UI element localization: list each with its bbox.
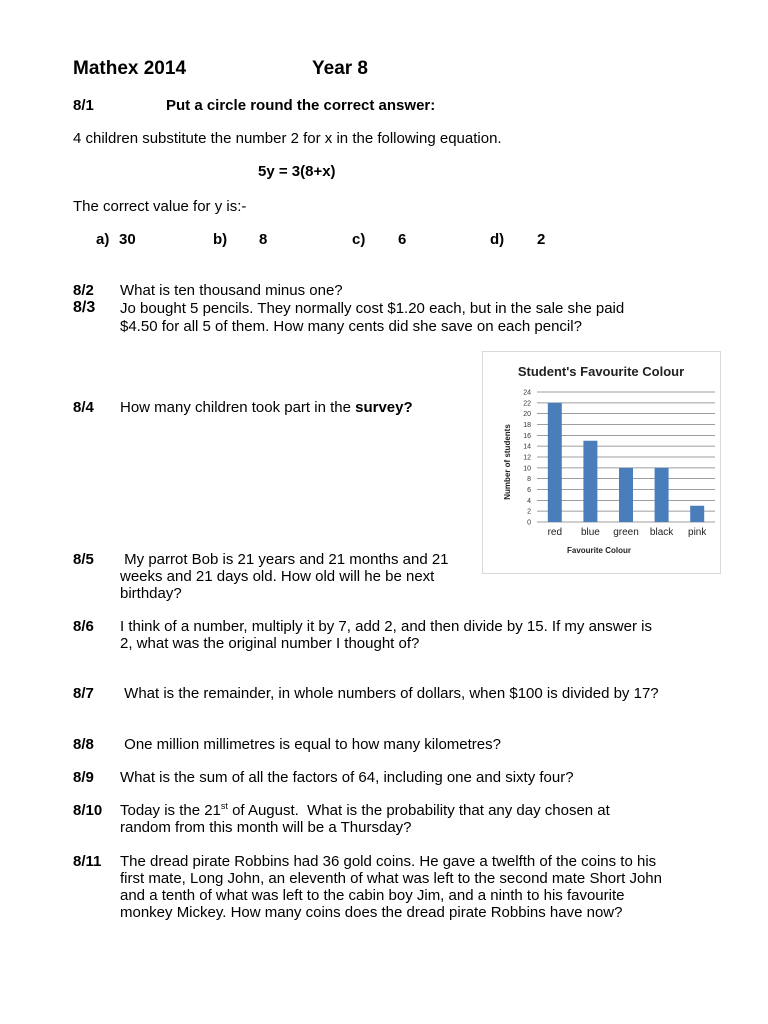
option-d-letter: d) bbox=[490, 231, 505, 248]
q11-line-2: first mate, Long John, an eleventh of what was left to the second mate Short John bbox=[120, 870, 662, 887]
option-a-letter: a) bbox=[96, 231, 110, 248]
q6-line-2: 2, what was the original number I thought of? bbox=[120, 635, 420, 652]
question-number-8-6: 8/6 bbox=[73, 618, 94, 635]
chart-x-tick-label: blue bbox=[580, 527, 600, 538]
chart-y-tick-label: 14 bbox=[523, 443, 531, 451]
chart-bar-red bbox=[548, 403, 562, 522]
question-number-8-10: 8/10 bbox=[73, 802, 103, 819]
document-title: Mathex 2014 bbox=[73, 58, 187, 79]
chart-y-tick-label: 12 bbox=[523, 454, 531, 462]
question-number-8-7: 8/7 bbox=[73, 685, 94, 702]
q4-text-plain: How many children took part in the bbox=[120, 399, 356, 416]
question-number-8-8: 8/8 bbox=[73, 736, 94, 753]
favourite-colour-chart bbox=[482, 351, 721, 574]
chart-bar-green bbox=[619, 468, 633, 522]
q3-line-2: $4.50 for all 5 of them. How many cents did she save on each pencil? bbox=[120, 318, 582, 335]
q7-text: What is the remainder, in whole numbers of dollars, when $100 is divided by 17? bbox=[120, 685, 659, 702]
chart-x-tick-label: green bbox=[613, 527, 639, 538]
q1-text: 4 children substitute the number 2 for x in the following equation. bbox=[73, 130, 502, 147]
question-number-8-3: 8/3 bbox=[73, 299, 96, 316]
chart-y-tick-label: 20 bbox=[523, 411, 531, 419]
chart-x-tick-label: black bbox=[649, 527, 674, 538]
chart-y-tick-label: 16 bbox=[523, 432, 531, 440]
q10-line-1-post: of August. What is the probability that any day chosen at bbox=[227, 802, 610, 819]
q6-line-1: I think of a number, multiply it by 7, add 2, and then divide by 15. If my answer is bbox=[120, 618, 652, 635]
q5-line-3: birthday? bbox=[120, 585, 182, 602]
chart-bar-pink bbox=[690, 506, 704, 522]
chart-y-tick-label: 0 bbox=[527, 519, 531, 527]
q5-line-2: weeks and 21 days old. How old will he be next bbox=[120, 568, 435, 585]
option-a-value[interactable]: 30 bbox=[119, 231, 136, 248]
chart-bar-black bbox=[655, 468, 669, 522]
chart-y-tick-label: 10 bbox=[523, 465, 531, 473]
q10-line-2: random from this month will be a Thursday? bbox=[120, 819, 412, 836]
chart-y-tick-label: 22 bbox=[523, 400, 531, 408]
q2-text: What is ten thousand minus one? bbox=[120, 282, 343, 299]
chart-y-tick-label: 6 bbox=[527, 487, 531, 494]
q10-line-1-pre: Today is the 21 bbox=[120, 802, 221, 819]
chart-y-ticks bbox=[523, 390, 531, 527]
q4-text bbox=[120, 399, 413, 416]
chart-y-tick-label: 2 bbox=[527, 508, 531, 516]
chart-x-axis-label: Favourite Colour bbox=[566, 546, 632, 555]
option-c-value[interactable]: 6 bbox=[398, 231, 407, 248]
question-number-8-5: 8/5 bbox=[73, 551, 94, 568]
question-number-8-2: 8/2 bbox=[73, 282, 94, 299]
question-number-8-4: 8/4 bbox=[73, 399, 94, 416]
q9-text: What is the sum of all the factors of 64, including one and sixty four? bbox=[120, 769, 574, 786]
chart-y-tick-label: 8 bbox=[527, 476, 531, 484]
q10-line-1 bbox=[120, 802, 610, 819]
q4-text-bold: survey? bbox=[355, 399, 413, 416]
q1-instruction: Put a circle round the correct answer: bbox=[166, 97, 436, 114]
option-b-letter: b) bbox=[213, 231, 228, 248]
q1-equation: 5y = 3(8+x) bbox=[258, 163, 336, 180]
option-b-value[interactable]: 8 bbox=[259, 231, 268, 248]
q5-line-1: My parrot Bob is 21 years and 21 months and 21 bbox=[120, 551, 449, 568]
question-number-8-1: 8/1 bbox=[73, 97, 94, 114]
chart-bars bbox=[548, 403, 704, 522]
q1-prompt: The correct value for y is:- bbox=[73, 198, 247, 215]
q11-line-1: The dread pirate Robbins had 36 gold coins. He gave a twelfth of the coins to his bbox=[120, 853, 657, 870]
q8-text: One million millimetres is equal to how many kilometres? bbox=[120, 736, 501, 753]
question-number-8-11: 8/11 bbox=[73, 853, 102, 870]
chart-title: Student's Favourite Colour bbox=[517, 364, 685, 379]
chart-y-tick-label: 4 bbox=[527, 497, 531, 505]
option-c-letter: c) bbox=[352, 231, 366, 248]
q11-line-4: monkey Mickey. How many coins does the dread pirate Robbins have now? bbox=[120, 904, 623, 921]
option-d-value[interactable]: 2 bbox=[537, 231, 546, 248]
year-label: Year 8 bbox=[312, 58, 368, 79]
chart-y-tick-label: 24 bbox=[523, 389, 531, 397]
chart-y-axis-label: Number of students bbox=[503, 424, 512, 500]
q10-ordinal-suffix: st bbox=[220, 801, 228, 811]
chart-x-tick-label: red bbox=[547, 527, 563, 538]
chart-y-tick-label: 18 bbox=[523, 422, 531, 429]
chart-svg bbox=[483, 352, 720, 573]
q11-line-3: and a tenth of what was left to the cabin boy Jim, and a ninth to his favourite bbox=[120, 887, 625, 904]
q3-line-1: Jo bought 5 pencils. They normally cost $1.20 each, but in the sale she paid bbox=[120, 300, 625, 317]
chart-x-labels bbox=[548, 527, 708, 538]
chart-x-tick-label: pink bbox=[688, 527, 707, 538]
chart-bar-blue bbox=[583, 441, 597, 522]
question-number-8-9: 8/9 bbox=[73, 769, 94, 786]
